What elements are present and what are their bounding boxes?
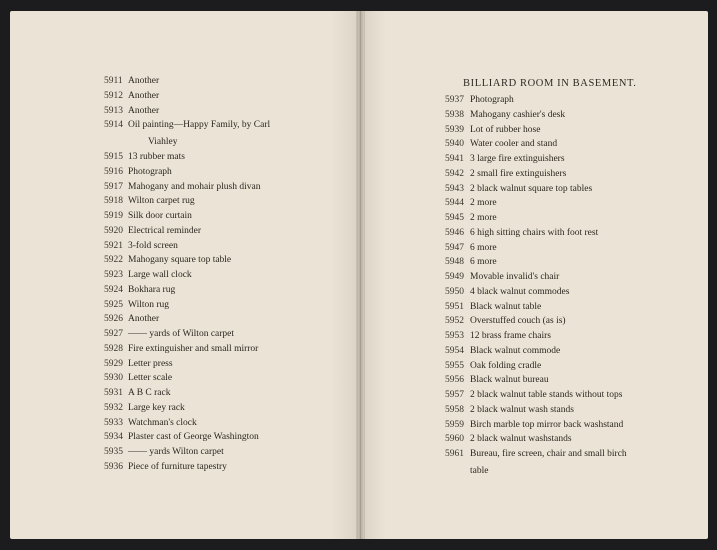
- lot-description: 6 more: [470, 257, 497, 268]
- lot-description: Mahogany and mohair plush divan: [128, 181, 261, 192]
- lot-description: Large wall clock: [128, 270, 192, 280]
- lot-number: 5921: [104, 240, 123, 251]
- lot-number: 5953: [445, 331, 464, 341]
- lot-number: 5943: [445, 183, 464, 194]
- lot-description: 2 black walnut washstands: [470, 434, 572, 445]
- lot-number: 5912: [104, 90, 123, 101]
- lot-description: Water cooler and stand: [470, 139, 558, 150]
- lot-description: 2 black walnut square top tables: [470, 183, 593, 194]
- lot-description: Another: [128, 105, 160, 116]
- lot-number: 5914: [104, 120, 123, 131]
- lot-number: 5917: [104, 181, 123, 192]
- lot-description: Black walnut commode: [470, 345, 561, 356]
- lot-number: 5944: [445, 198, 464, 209]
- lot-description: 6 more: [470, 242, 497, 253]
- lot-number: 5911: [104, 76, 123, 86]
- lot-description: Watchman's clock: [128, 417, 197, 428]
- lot-description: 2 black walnut table stands without tops: [470, 390, 623, 400]
- lot-number: 5960: [445, 434, 464, 445]
- lot-number: 5950: [445, 286, 464, 297]
- lot-number: 5935: [104, 447, 123, 457]
- lot-description: 3-fold screen: [128, 240, 178, 251]
- lot-description: 2 more: [470, 198, 497, 209]
- lot-description: 4 black walnut commodes: [470, 286, 570, 297]
- lot-number: 5949: [445, 272, 464, 282]
- lot-description: —— yards Wilton carpet: [128, 447, 224, 457]
- lot-description: Letter scale: [128, 373, 173, 384]
- lot-description: Birch marble top mirror back washstand: [470, 419, 624, 430]
- lot-description: 2 more: [470, 213, 497, 223]
- lot-number: 5941: [445, 154, 464, 164]
- lot-number: 5942: [445, 168, 464, 179]
- lot-number: 5954: [445, 345, 464, 356]
- lot-description: 3 large fire extinguishers: [470, 154, 565, 164]
- lot-description: Letter press: [128, 358, 173, 369]
- lot-description: Large key rack: [128, 402, 185, 413]
- lot-description: Electrical reminder: [128, 225, 202, 236]
- lot-description: Silk door curtain: [128, 211, 192, 221]
- lot-number: 5934: [104, 432, 123, 443]
- lot-description: 6 high sitting chairs with foot rest: [470, 227, 599, 238]
- lot-number: 5913: [104, 105, 123, 116]
- lot-description: Movable invalid's chair: [470, 272, 560, 282]
- lot-number: 5937: [445, 95, 464, 105]
- lot-description-continued: table: [470, 466, 489, 476]
- lot-number: 5918: [104, 196, 123, 207]
- lot-description: Lot of rubber hose: [470, 124, 541, 135]
- lot-number: 5927: [104, 329, 123, 339]
- lot-description: A B C rack: [128, 388, 171, 398]
- lot-description: Mahogany square top table: [128, 255, 232, 266]
- lot-number: 5923: [104, 270, 123, 280]
- lot-number: 5916: [104, 166, 123, 177]
- lot-description: Bokhara rug: [128, 284, 176, 295]
- lot-description-continued: Viahley: [148, 137, 178, 148]
- lot-description: Photograph: [470, 95, 514, 105]
- lot-number: 5952: [445, 316, 464, 327]
- lot-description: 12 brass frame chairs: [470, 331, 551, 341]
- lot-description: Oak folding cradle: [470, 360, 542, 371]
- lot-number: 5956: [445, 375, 464, 386]
- lot-number: 5919: [104, 211, 123, 221]
- lot-number: 5922: [104, 255, 123, 266]
- lot-number: 5955: [445, 360, 464, 371]
- lot-number: 5930: [104, 373, 123, 384]
- lot-description: Overstuffed couch (as is): [470, 316, 566, 327]
- lot-number: 5929: [104, 358, 123, 369]
- lot-number: 5920: [104, 225, 123, 236]
- lot-number: 5938: [445, 109, 464, 120]
- lot-number: 5957: [445, 390, 464, 400]
- lot-description: 2 small fire extinguishers: [470, 168, 567, 179]
- lot-number: 5931: [104, 388, 123, 398]
- lot-description: Fire extinguisher and small mirror: [128, 343, 259, 354]
- lot-number: 5915: [104, 152, 123, 162]
- lot-number: 5924: [104, 284, 123, 295]
- lot-description: Black walnut bureau: [470, 375, 549, 386]
- lot-description: —— yards of Wilton carpet: [128, 329, 235, 339]
- lot-number: 5926: [104, 314, 123, 325]
- lot-number: 5958: [445, 404, 464, 415]
- lot-number: 5925: [104, 299, 123, 310]
- lot-description: Wilton rug: [128, 299, 170, 310]
- lot-description: Another: [128, 76, 160, 86]
- lot-description: Another: [128, 90, 160, 101]
- lot-description: Wilton carpet rug: [128, 196, 195, 207]
- lot-number: 5945: [445, 213, 464, 223]
- lot-description: Bureau, fire screen, chair and small birch: [470, 449, 627, 459]
- lot-number: 5928: [104, 343, 123, 354]
- lot-number: 5946: [445, 227, 464, 238]
- lot-description: Mahogany cashier's desk: [470, 109, 566, 120]
- lot-description: 13 rubber mats: [128, 152, 185, 162]
- lot-number: 5951: [445, 301, 464, 312]
- lot-number: 5948: [445, 257, 464, 268]
- lot-description: Plaster cast of George Washington: [128, 432, 259, 443]
- section-heading: BILLIARD ROOM IN BASEMENT.: [463, 78, 637, 89]
- lot-description: Photograph: [128, 166, 172, 177]
- lot-number: 5947: [445, 242, 464, 253]
- lot-number: 5961: [445, 449, 464, 459]
- lot-description: 2 black walnut wash stands: [470, 404, 574, 415]
- lot-number: 5936: [104, 461, 123, 472]
- lot-description: Oil painting—Happy Family, by Carl: [128, 120, 271, 131]
- lot-number: 5939: [445, 124, 464, 135]
- lot-description: Piece of furniture tapestry: [128, 461, 227, 472]
- lot-description: Another: [128, 314, 160, 325]
- lot-number: 5933: [104, 417, 123, 428]
- lot-number: 5932: [104, 402, 123, 413]
- lot-number: 5940: [445, 139, 464, 150]
- lot-number: 5959: [445, 419, 464, 430]
- lot-description: Black walnut table: [470, 301, 542, 312]
